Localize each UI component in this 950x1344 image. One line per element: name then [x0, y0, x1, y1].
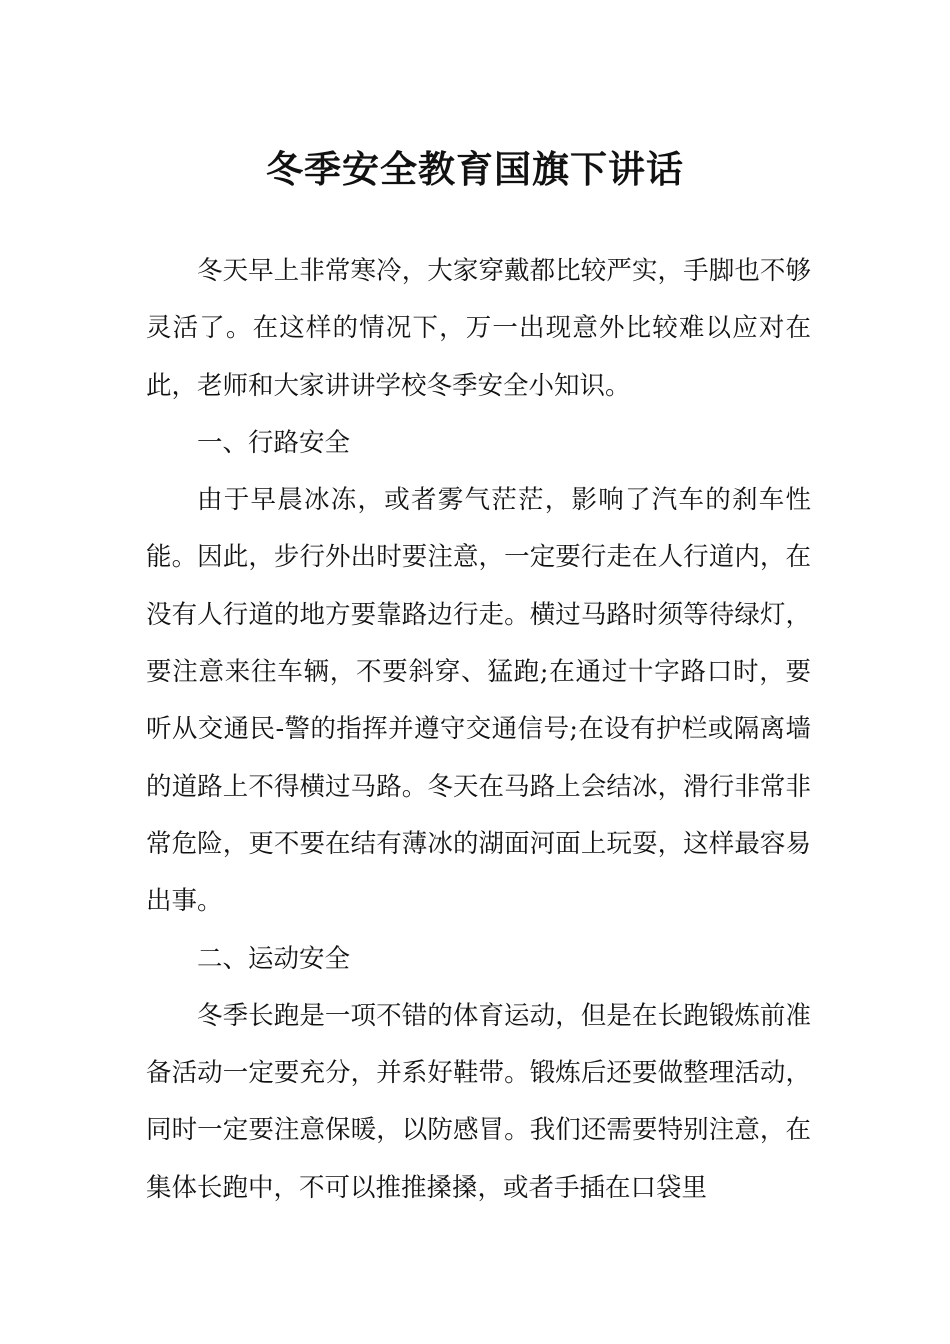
intro-paragraph: 冬天早上非常寒冷，大家穿戴都比较严实，手脚也不够灵活了。在这样的情况下，万一出现意外比较难以应对在此，老师和大家讲讲学校冬季安全小知识。 [146, 256, 811, 401]
section-heading-walking-safety: 一、行路安全 [197, 427, 351, 458]
section-heading-sports-safety: 二、运动安全 [197, 943, 351, 974]
document-body [146, 243, 811, 1217]
walking-safety-paragraph: 由于早晨冰冻，或者雾气茫茫，影响了汽车的刹车性能。因此，步行外出时要注意，一定要行走在人行道内，在没有人行道的地方要靠路边行走。横过马路时须等待绿灯，要注意来往车辆，不要斜穿、猛跑;在通过十字路口时，要听从交通民-警的指挥并遵守交通信号;在设有护栏或隔离墙的道路上不得横过马路。冬天在马路上会结冰，滑行非常非常危险，更不要在结有薄冰的湖面河面上玩耍，这样最容易出事。 [146, 485, 811, 917]
document-title: 冬季安全教育国旗下讲话 [266, 146, 684, 191]
sports-safety-paragraph: 冬季长跑是一项不错的体育运动，但是在长跑锻炼前准备活动一定要充分，并系好鞋带。锻炼后还要做整理活动，同时一定要注意保暖，以防感冒。我们还需要特别注意，在集体长跑中，不可以推推搡搡，或者手插在口袋里 [146, 1000, 811, 1203]
